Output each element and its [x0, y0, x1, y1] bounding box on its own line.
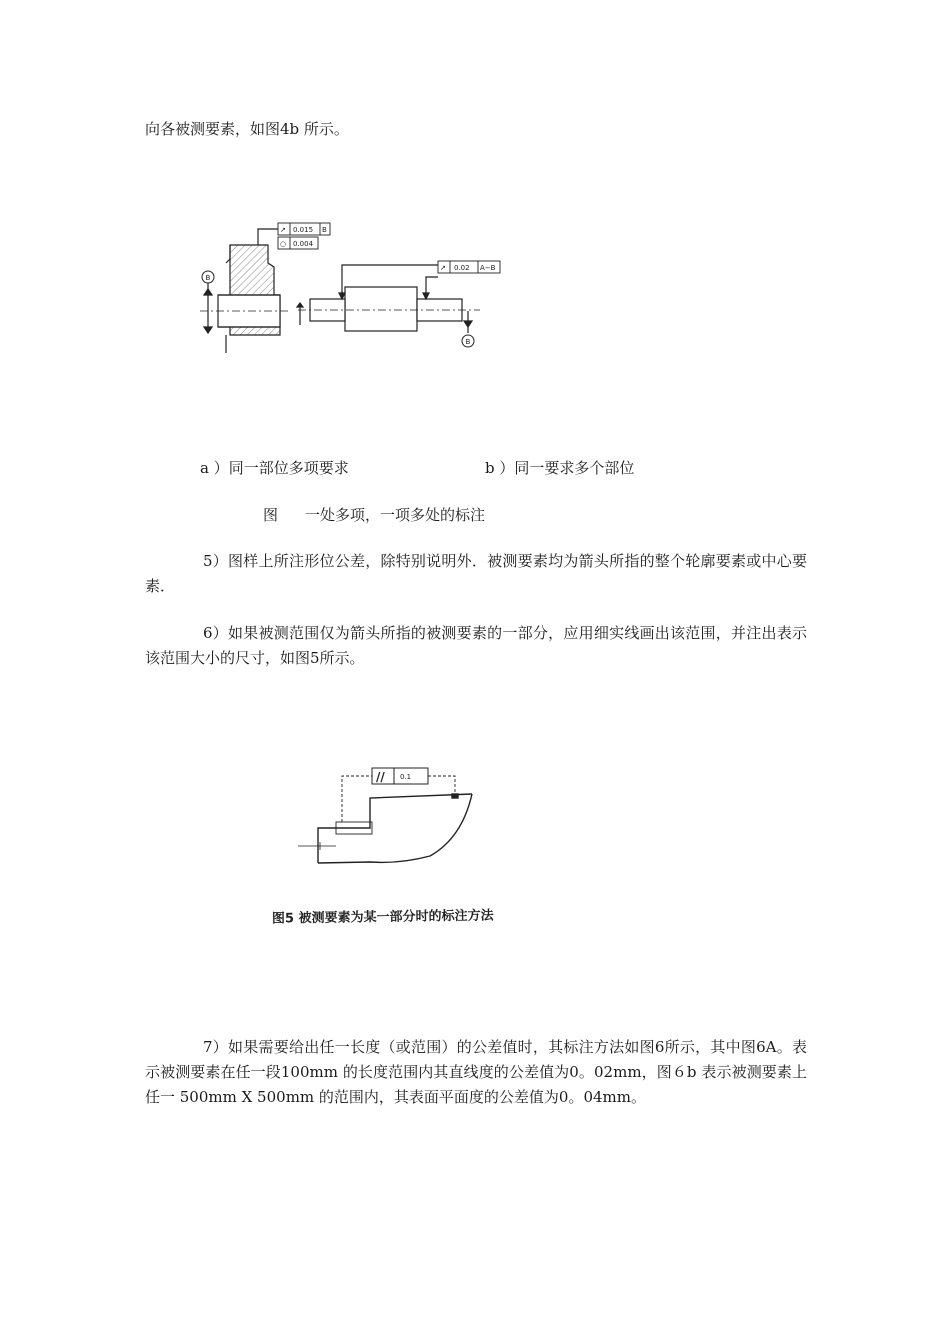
- paragraph-7: 7）如果需要给出任一长度（或范围）的公差值时，其标注方法如图6所示，其中图6A。表示被测要素在任一段100mm 的长度范围内其直线度的公差值为0。02mm，图６b 表示被测要素上任一 500mm X 500mm 的范围内，其表面平面度的公差值为0。04mm。: [145, 1038, 807, 1106]
- figure-5-caption: 图5 被测要素为某一部分时的标注方法: [271, 908, 494, 927]
- paragraph-6: 6）如果被测范围仅为箭头所指的被测要素的一部分，应用细实线画出该范围，并注出表示该范围大小的尺寸，如图5所示。: [145, 624, 807, 667]
- parallelism-icon: //: [376, 770, 385, 784]
- intro-line: 向各被测要素，如图4b 所示。: [145, 120, 349, 138]
- figure-title: 一处多项，一项多处的标注: [305, 506, 486, 524]
- figure-4a-datum-label: B: [205, 274, 211, 282]
- figure-4b-datum-label: B: [465, 338, 471, 346]
- figure-4a-row2-value: 0.004: [293, 240, 314, 248]
- figure-4a-part: [200, 229, 290, 353]
- caption-b: b ）同一要求多个部位: [485, 459, 635, 477]
- figure-5-drawing: [290, 758, 490, 868]
- roundness-icon: ○: [280, 240, 287, 248]
- figure-4-drawing: [190, 215, 510, 355]
- figure-5-value: 0.1: [400, 773, 412, 781]
- caption-a: a ）同一部位多项要求: [200, 459, 349, 477]
- figure-title-prefix: 图: [263, 506, 279, 524]
- figure-4a-row1-datum: B: [322, 226, 327, 234]
- figure-4b-part: [297, 265, 480, 333]
- figure-4b-value: 0.02: [454, 264, 470, 272]
- figure-5-part: [298, 776, 472, 863]
- figure-4a-row1-value: 0.015: [293, 226, 314, 234]
- runout-icon: ↗: [280, 226, 286, 234]
- runout-icon-b: ↗: [440, 264, 446, 272]
- figure-4b-datum: A−B: [480, 264, 496, 272]
- paragraph-5: 5）图样上所注形位公差，除特别说明外．被测要素均为箭头所指的整个轮廓要素或中心要素．: [145, 552, 807, 595]
